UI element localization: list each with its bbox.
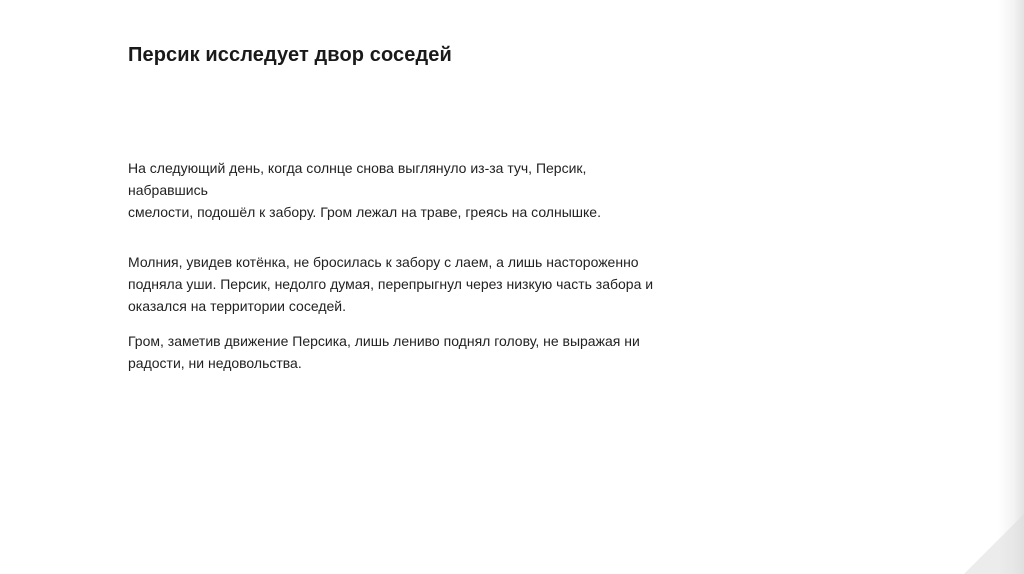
paragraph-3	[128, 330, 668, 374]
page-corner-fold	[964, 514, 1024, 574]
paragraph-1-line-1: На следующий день, когда солнце снова выглянуло из-за туч, Персик, набравшись	[128, 160, 587, 198]
paragraph-2-line-1: Молния, увидев котёнка, не бросилась к забору с лаем, а лишь настороженно	[128, 254, 639, 270]
page-edge-shadow	[998, 0, 1024, 574]
paragraph-2	[128, 251, 668, 317]
paragraph-2-line-3: оказался на территории соседей.	[128, 298, 346, 314]
paragraph-2-line-2: подняла уши. Персик, недолго думая, перепрыгнул через низкую часть забора и	[128, 276, 654, 292]
paragraph-3-line-2: радости, ни недовольства.	[128, 355, 302, 371]
paragraph-1	[128, 157, 668, 223]
paragraph-1-line-2: смелости, подошёл к забору. Гром лежал на траве, греясь на солнышке.	[128, 204, 601, 220]
paragraph-3-line-1: Гром, заметив движение Персика, лишь лениво поднял голову, не выражая ни	[128, 333, 640, 349]
slide-title: Персик исследует двор соседей	[128, 44, 452, 66]
